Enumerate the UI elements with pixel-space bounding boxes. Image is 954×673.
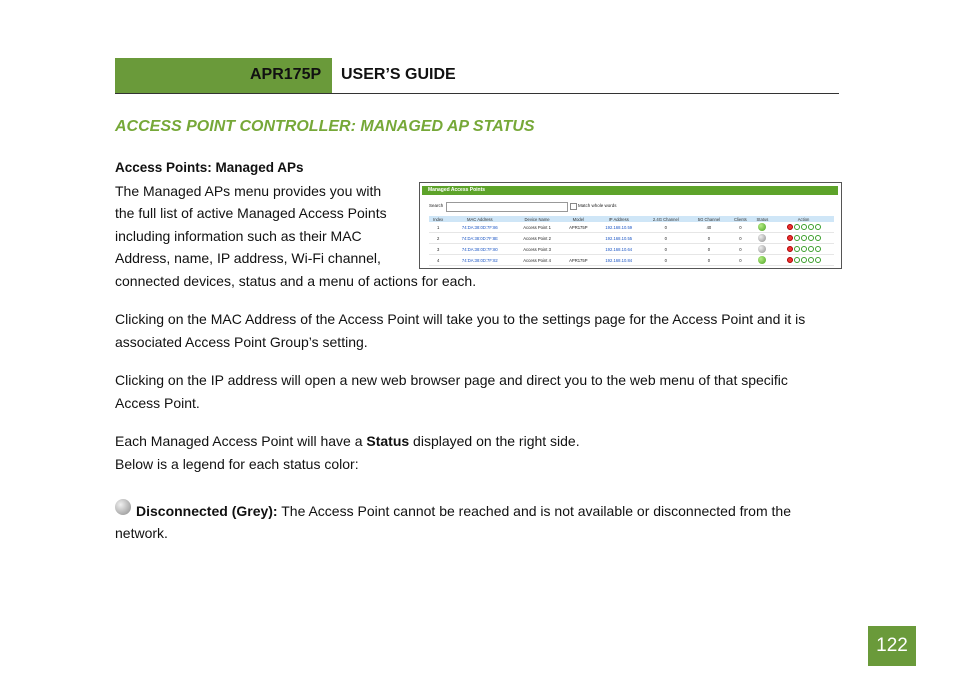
cell-model — [562, 233, 595, 244]
action-icons — [787, 257, 821, 263]
edit-icon[interactable] — [794, 257, 800, 263]
page-number: 122 — [868, 626, 916, 666]
legend-line-2: network. — [115, 525, 168, 541]
cell-24g: 0 — [643, 244, 689, 255]
ip-link[interactable]: 192.168.10.64 — [595, 244, 643, 255]
status-grey-icon — [758, 245, 766, 253]
status-grey-icon — [758, 234, 766, 242]
upgrade-icon[interactable] — [808, 257, 814, 263]
mac-link[interactable]: 74:DA:38:0D:7F:86 — [447, 222, 512, 233]
intro-line-1: The Managed APs menu provides you with — [115, 183, 382, 199]
cell-index: 1 — [429, 222, 447, 233]
search-input[interactable] — [446, 202, 568, 212]
network-icon[interactable] — [815, 257, 821, 263]
mac-paragraph-line-1: Clicking on the MAC Address of the Access Point will take you to the settings page for the Access Point and it is — [115, 311, 806, 327]
action-icons — [787, 224, 821, 230]
cell-5g: 0 — [689, 233, 729, 244]
cell-index: 4 — [429, 255, 447, 266]
upgrade-icon[interactable] — [808, 224, 814, 230]
cell-model — [562, 244, 595, 255]
remove-icon[interactable] — [787, 224, 793, 230]
reboot-icon[interactable] — [801, 246, 807, 252]
col-model: Model — [562, 216, 595, 222]
cell-model: APR175P — [562, 222, 595, 233]
ip-link[interactable]: 192.168.10.59 — [595, 222, 643, 233]
managed-aps-screenshot — [419, 182, 842, 269]
guide-title: USER’S GUIDE — [341, 66, 456, 83]
table-row — [429, 222, 834, 233]
col-clients: Clients — [729, 216, 752, 222]
col-index: Index — [429, 216, 447, 222]
upgrade-icon[interactable] — [808, 235, 814, 241]
legend-label: Disconnected (Grey): — [136, 503, 278, 519]
cell-index: 2 — [429, 233, 447, 244]
ip-paragraph-line-2: Access Point. — [115, 395, 200, 411]
mac-link[interactable]: 74:DA:38:0D:7F:82 — [447, 255, 512, 266]
managed-aps-table — [429, 216, 834, 266]
product-name: APR175P — [250, 66, 322, 83]
cell-clients: 0 — [729, 244, 752, 255]
network-icon[interactable] — [815, 224, 821, 230]
cell-device-name: Access Point 1 — [512, 222, 562, 233]
action-icons — [787, 235, 821, 241]
table-row — [429, 233, 834, 244]
cell-device-name: Access Point 2 — [512, 233, 562, 244]
status-green-icon — [758, 223, 766, 231]
cell-clients: 0 — [729, 233, 752, 244]
ip-link[interactable]: 192.168.10.84 — [595, 255, 643, 266]
cell-5g: 0 — [689, 244, 729, 255]
cell-5g: 40 — [689, 222, 729, 233]
mac-link[interactable]: 74:DA:38:0D:7F:80 — [447, 244, 512, 255]
col-mac: MAC Address — [447, 216, 512, 222]
managed-aps-panel-title: Managed Access Points — [422, 186, 838, 195]
upgrade-icon[interactable] — [808, 246, 814, 252]
edit-icon[interactable] — [794, 246, 800, 252]
col-status: Status — [752, 216, 773, 222]
ip-paragraph-line-1: Clicking on the IP address will open a new web browser page and direct you to the web menu of that specific — [115, 372, 788, 388]
cell-model: APR175P — [562, 255, 595, 266]
intro-line-4: Address, name, IP address, Wi-Fi channel, — [115, 250, 381, 266]
table-row — [429, 255, 834, 266]
status-paragraph-line-2: Below is a legend for each status color: — [115, 456, 359, 472]
cell-5g: 0 — [689, 255, 729, 266]
intro-line-5: connected devices, status and a menu of actions for each. — [115, 273, 477, 289]
cell-index: 3 — [429, 244, 447, 255]
network-icon[interactable] — [815, 246, 821, 252]
remove-icon[interactable] — [787, 246, 793, 252]
edit-icon[interactable] — [794, 224, 800, 230]
cell-clients: 0 — [729, 222, 752, 233]
status-keyword: Status — [366, 433, 410, 449]
search-label: Search — [429, 203, 444, 208]
remove-icon[interactable] — [787, 235, 793, 241]
action-icons — [787, 246, 821, 252]
status-grey-icon — [115, 499, 131, 515]
mac-link[interactable]: 74:DA:38:0D:7F:8E — [447, 233, 512, 244]
header-divider — [115, 93, 839, 94]
edit-icon[interactable] — [794, 235, 800, 241]
cell-device-name: Access Point 4 — [512, 255, 562, 266]
intro-line-2: the full list of active Managed Access Points — [115, 205, 387, 221]
reboot-icon[interactable] — [801, 257, 807, 263]
legend-line-1: Disconnected (Grey): The Access Point cannot be reached and is not available or disconnected from the — [136, 503, 791, 519]
subsection-title: Access Points: Managed APs — [115, 160, 304, 175]
network-icon[interactable] — [815, 235, 821, 241]
section-title: ACCESS POINT CONTROLLER: MANAGED AP STATUS — [115, 118, 535, 135]
col-24g: 2.4G Channel — [643, 216, 689, 222]
status-green-icon — [758, 256, 766, 264]
reboot-icon[interactable] — [801, 224, 807, 230]
col-5g: 5G Channel — [689, 216, 729, 222]
remove-icon[interactable] — [787, 257, 793, 263]
cell-24g: 0 — [643, 222, 689, 233]
table-row — [429, 244, 834, 255]
status-paragraph-line-1: Each Managed Access Point will have a Status displayed on the right side. — [115, 433, 580, 449]
match-whole-words-label: Match whole words — [578, 203, 617, 208]
mac-paragraph-line-2: associated Access Point Group’s setting. — [115, 334, 368, 350]
cell-24g: 0 — [643, 255, 689, 266]
col-device-name: Device Name — [512, 216, 562, 222]
reboot-icon[interactable] — [801, 235, 807, 241]
col-action: Action — [773, 216, 834, 222]
intro-line-3: including information such as their MAC — [115, 228, 362, 244]
cell-24g: 0 — [643, 233, 689, 244]
ip-link[interactable]: 192.168.10.55 — [595, 233, 643, 244]
col-ip: IP Address — [595, 216, 643, 222]
match-whole-words-checkbox[interactable] — [570, 203, 577, 210]
cell-clients: 0 — [729, 255, 752, 266]
cell-device-name: Access Point 3 — [512, 244, 562, 255]
